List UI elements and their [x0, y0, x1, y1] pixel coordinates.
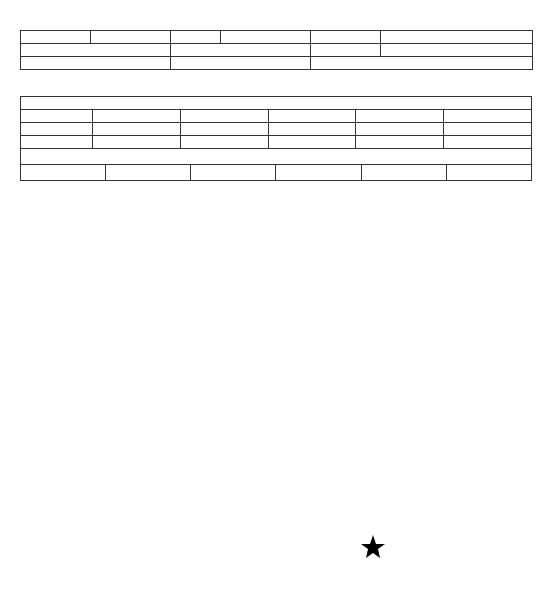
employer-label: [21, 57, 171, 70]
auth-code: [20, 423, 532, 437]
period-value: [268, 123, 356, 136]
name-value: [91, 31, 171, 44]
records-header: [361, 165, 446, 181]
records-header: [276, 165, 361, 181]
personal-no-value: [171, 44, 311, 57]
insurance-summary-table: [20, 96, 532, 149]
months-value: [268, 136, 356, 149]
gender-value: [221, 31, 311, 44]
name-label: [21, 31, 91, 44]
summary-header: [444, 110, 532, 123]
auth-code-value: [50, 425, 80, 434]
category-value: [381, 44, 533, 57]
personal-info-table: [20, 30, 533, 70]
category-label: [311, 44, 381, 57]
months-value: [180, 136, 268, 149]
records-header: [446, 165, 531, 181]
records-section-title: [21, 149, 532, 165]
records-header: [106, 165, 191, 181]
summary-header: [93, 110, 181, 123]
summary-header: [21, 110, 93, 123]
official-seal-stamp: [318, 505, 428, 575]
summary-header: [180, 110, 268, 123]
summary-section-title: [21, 97, 532, 110]
ssn-label: [311, 31, 381, 44]
months-value: [444, 136, 532, 149]
records-header: [191, 165, 276, 181]
seal-star-icon: [361, 535, 385, 558]
employer-name: [311, 57, 533, 70]
gender-label: [171, 31, 221, 44]
summary-header: [356, 110, 444, 123]
months-value: [93, 136, 181, 149]
ssn-value: [381, 31, 533, 44]
period-value: [356, 123, 444, 136]
period-label: [21, 123, 93, 136]
period-value: [93, 123, 181, 136]
personal-no-label: [21, 44, 171, 57]
period-value: [180, 123, 268, 136]
notes-section: [20, 423, 532, 437]
employer-no: [171, 57, 311, 70]
pension-records-table: [20, 148, 532, 181]
records-header: [21, 165, 106, 181]
period-value: [444, 123, 532, 136]
months-label: [21, 136, 93, 149]
summary-header: [268, 110, 356, 123]
months-value: [356, 136, 444, 149]
